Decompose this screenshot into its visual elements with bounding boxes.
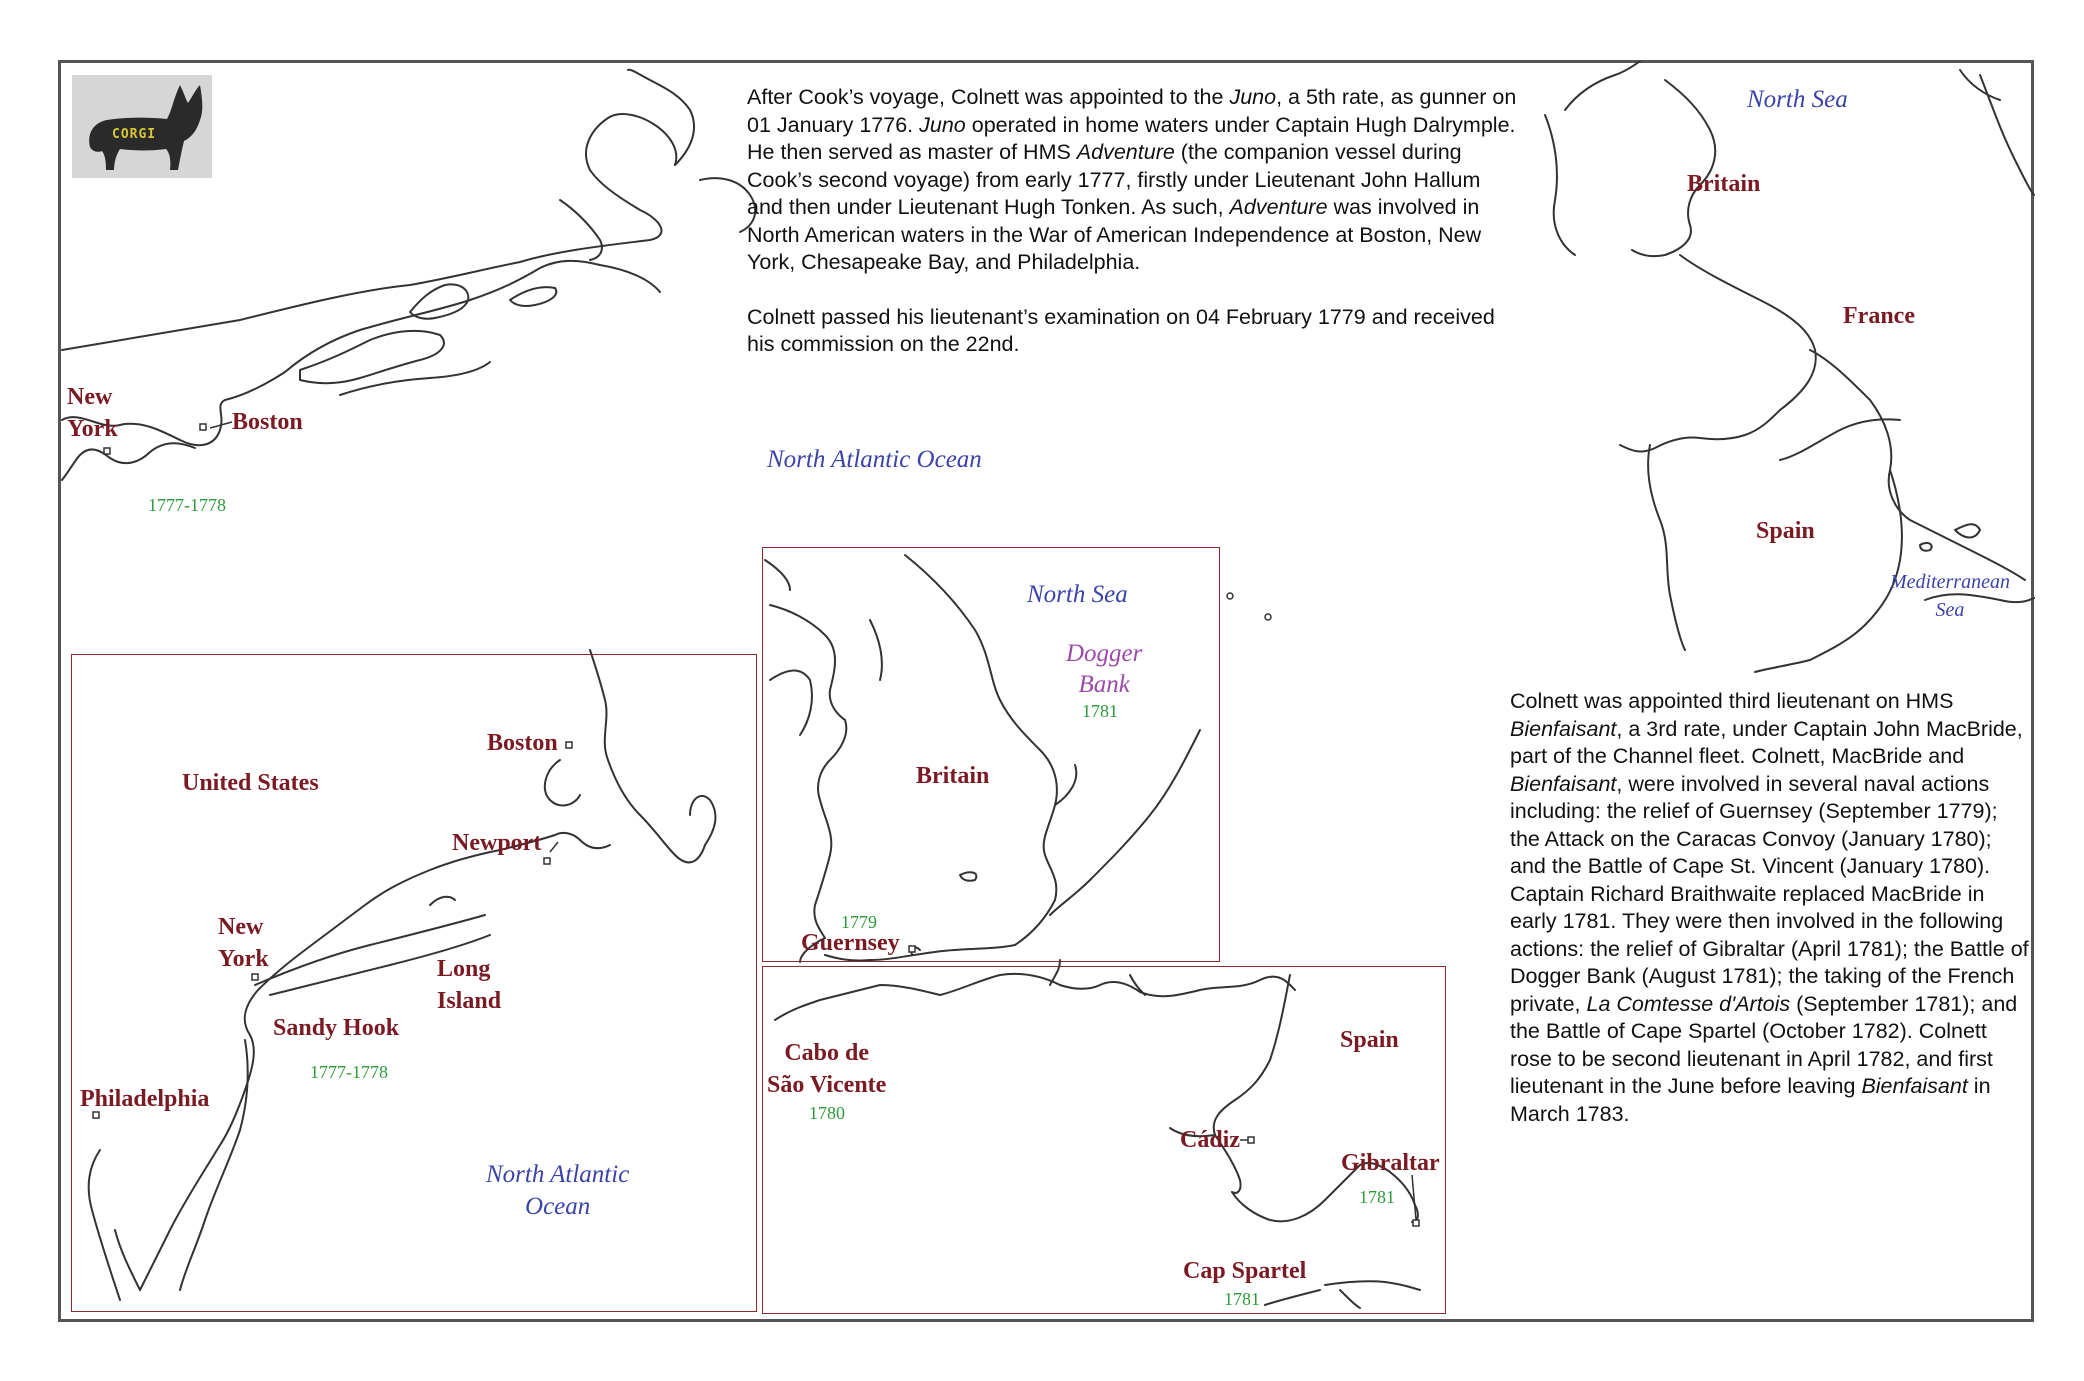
europe-north-sea-label: North Sea [1747, 86, 1848, 113]
guernsey-label: Guernsey [801, 930, 900, 956]
us-newport-label: Newport [452, 830, 542, 856]
cap-spartel-label: Cap Spartel [1183, 1258, 1307, 1284]
spartel-year-label: 1781 [1224, 1289, 1260, 1309]
gibraltar-label: Gibraltar [1341, 1150, 1440, 1176]
britain-inset-map [762, 547, 1220, 962]
cadiz-label: Cádiz [1180, 1127, 1240, 1153]
gibraltar-year-label: 1781 [1359, 1187, 1395, 1207]
us-new-york-label: New York [218, 914, 269, 972]
logo-text: CORGI [112, 127, 157, 142]
intro-text-block [747, 84, 1517, 386]
intro-paragraph-2: Colnett passed his lieutenant’s examination on 04 February 1779 and received his commission on the 22nd. [747, 304, 1495, 356]
main-new-york-label: New York [67, 384, 118, 442]
main-year-label: 1777-1778 [148, 495, 226, 515]
corgi-logo [72, 75, 212, 178]
us-boston-label: Boston [487, 730, 558, 756]
right-text-block [1510, 688, 2030, 1155]
guernsey-year-label: 1779 [841, 912, 877, 932]
us-philadelphia-label: Philadelphia [80, 1086, 210, 1112]
europe-mediterranean-label: Mediterranean Sea [1890, 571, 2010, 621]
intro-paragraph-1: After Cook’s voyage, Colnett was appointed to the Juno, a 5th rate, as gunner on 01 January 1776. Juno operated in home waters under Captain Hugh Dalrymple. He then served as master of HMS Adventure (the companion vessel during Cook’s second voyage) from early 1777, firstly under Lieutenant John Hallum and then under Lieutenant Hugh Tonken. As such, Adventure was involved in North American waters in the War of American Independence at Boston, New York, Chesapeake Bay, and Philadelphia. [747, 85, 1517, 274]
us-united-states-label: United States [182, 770, 319, 796]
us-inset-map [71, 654, 757, 1312]
iberia-spain-label: Spain [1340, 1027, 1399, 1053]
right-paragraph-1: Colnett was appointed third lieutenant on HMS Bienfaisant, a 3rd rate, under Captain John MacBride, part of the Channel fleet. Colnett, MacBride and Bienfaisant, were involved in several naval actions including: the relief of Guernsey (September 1779); the Attack on the Caracas Convoy (January 1780); and the Battle of Cape St. Vincent (January 1780). Captain Richard Braithwaite replaced MacBride in early 1781. They were then involved in the following actions: the relief of Gibraltar (April 1781); the Battle of Dogger Bank (August 1781); the taking of the French private, La Comtesse d'Artois (September 1781); and the Battle of Cape Spartel (October 1782). Colnett rose to be second lieutenant in April 1782, and first lieutenant in the June before leaving Bienfaisant in March 1783. [1510, 689, 2029, 1126]
dogger-year-label: 1781 [1082, 701, 1118, 721]
iberia-inset-map [762, 966, 1446, 1314]
us-long-island-label: Long Island [437, 956, 502, 1014]
europe-france-label: France [1843, 303, 1915, 329]
britain-north-sea-label: North Sea [1027, 581, 1128, 608]
dogger-bank-label: Dogger Bank [1066, 640, 1143, 698]
britain-inset-britain-label: Britain [916, 763, 990, 789]
us-sandy-hook-label: Sandy Hook [273, 1015, 400, 1041]
us-ocean-label: North Atlantic Ocean [486, 1161, 630, 1220]
us-year-label: 1777-1778 [310, 1062, 388, 1082]
main-boston-label: Boston [232, 409, 303, 435]
cabo-year-label: 1780 [809, 1103, 845, 1123]
main-ocean-label: North Atlantic Ocean [767, 446, 982, 473]
europe-spain-label: Spain [1756, 518, 1815, 544]
europe-britain-label: Britain [1687, 171, 1761, 197]
cabo-sao-vicente-label: Cabo de São Vicente [767, 1040, 887, 1098]
